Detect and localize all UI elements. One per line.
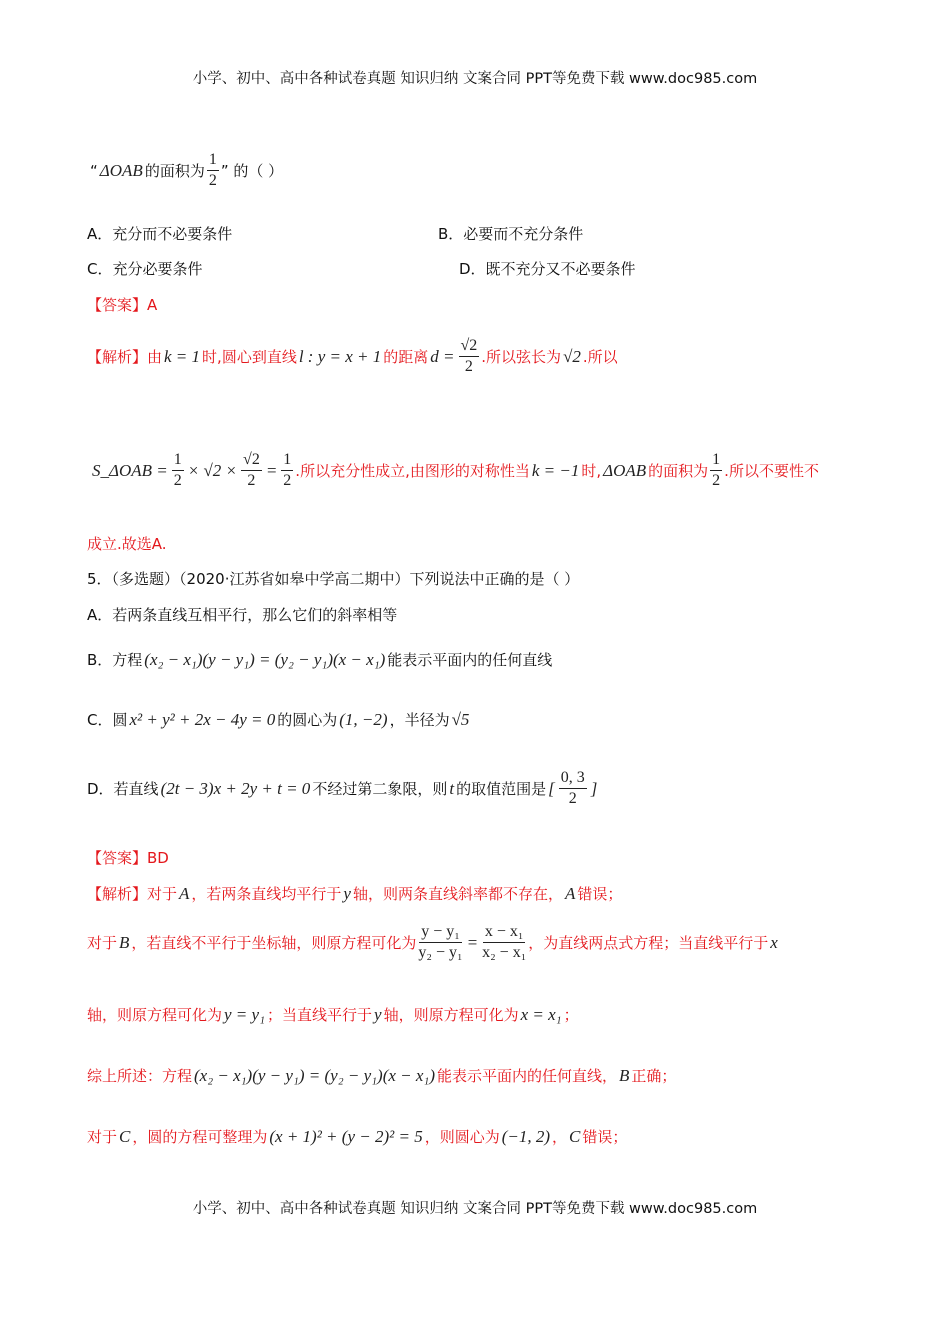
text: A．充分而不必要条件	[87, 225, 233, 243]
page-footer: 小学、初中、高中各种试卷真题 知识归纳 文案合同 PPT等免费下载 www.doc985.com	[192, 1201, 758, 1217]
analysis-5-b1	[87, 922, 780, 963]
text: ，半径为	[389, 711, 450, 729]
text: 时,	[581, 461, 602, 480]
math-expression: x² + y² + 2x − 4y = 0	[129, 710, 276, 729]
text: ；	[563, 1006, 579, 1024]
analysis-1-line1	[87, 336, 618, 377]
text: 错误；	[577, 885, 623, 903]
math-expression: x = x₁	[520, 1005, 562, 1024]
text: ，为直线两点式方程；当直线平行于	[528, 933, 769, 952]
math-expression: x	[770, 932, 778, 952]
question-stem	[90, 150, 283, 191]
math-expression: y	[374, 1005, 382, 1024]
text: D．若直线	[87, 779, 159, 798]
text: “	[90, 161, 98, 180]
math-expression: (x + 1)² + (y − 2)² = 5	[269, 1127, 423, 1146]
answer-1	[87, 295, 157, 315]
fraction	[241, 450, 262, 491]
math-expression: d =	[430, 346, 455, 366]
q5-option-c	[87, 710, 471, 730]
text: 【答案】BD	[87, 849, 169, 867]
math-expression: ]	[590, 778, 598, 798]
math-expression: √5	[451, 710, 470, 729]
text: 的面积为	[648, 461, 709, 480]
text: 5．（多选题）（2020·江苏省如皋中学高二期中）下列说法中正确的是（ ）	[87, 570, 580, 588]
denominator: x₂ − x₁	[482, 944, 527, 961]
analysis-1-line3	[87, 534, 167, 554]
text: ” 的（ ）	[220, 161, 284, 180]
numerator: 1	[710, 450, 722, 471]
math-expression: S_ΔOAB =	[92, 460, 168, 480]
numerator: √2	[241, 450, 262, 471]
text: 综上所述：方程	[87, 1067, 193, 1085]
math-expression: (x₂ − x₁)(y − y₁) = (y₂ − y₁)(x − x₁)	[194, 1066, 435, 1085]
math-expression: [	[548, 778, 555, 798]
numerator: 1	[281, 450, 293, 471]
denominator: 2	[712, 472, 721, 489]
math-expression: B	[619, 1066, 630, 1085]
fraction	[207, 150, 219, 191]
q5-option-a	[87, 605, 397, 625]
numerator: √2	[459, 336, 480, 357]
analysis-5-a	[87, 884, 622, 904]
math-expression: × √2 ×	[187, 460, 238, 480]
analysis-5-b2	[87, 1005, 579, 1025]
text: C．充分必要条件	[87, 260, 203, 278]
text: 的面积为	[144, 161, 205, 180]
text: 的距离	[383, 347, 429, 366]
text: 的圆心为	[277, 711, 338, 729]
text: 对于	[87, 933, 118, 952]
analysis-5-summary	[87, 1066, 676, 1086]
analysis-5-c	[87, 1127, 627, 1147]
math-expression: t	[449, 778, 455, 798]
math-expression: ΔOAB	[603, 460, 647, 480]
text: D．既不充分又不必要条件	[459, 260, 636, 278]
q5-option-b	[87, 650, 552, 670]
text: 能表示平面内的任何直线	[387, 651, 553, 669]
math-expression: B	[119, 932, 130, 952]
option-c	[87, 259, 202, 279]
option-d	[459, 259, 636, 279]
answer-5	[87, 848, 169, 868]
text: 轴，则原方程可化为	[383, 1006, 519, 1024]
text: 【答案】A	[87, 296, 158, 314]
math-expression: (1, −2)	[339, 710, 388, 729]
math-expression: C	[569, 1127, 581, 1146]
math-expression: (2t − 3)x + 2y + t = 0	[160, 778, 311, 798]
fraction	[710, 450, 722, 491]
page-header: 小学、初中、高中各种试卷真题 知识归纳 文案合同 PPT等免费下载 www.doc985.com	[192, 71, 758, 87]
numerator: 1	[207, 150, 219, 171]
fraction	[459, 336, 480, 377]
text: 轴，则原方程可化为	[87, 1006, 223, 1024]
numerator: 0, 3	[559, 768, 587, 789]
math-expression: C	[119, 1127, 131, 1146]
text: 不经过第二象限，则	[312, 779, 448, 798]
math-expression: k = 1	[164, 346, 201, 366]
question-5	[87, 569, 579, 589]
denominator: 2	[173, 472, 182, 489]
text: 错误；	[582, 1128, 628, 1146]
text: .所以	[582, 347, 618, 366]
text: ；当直线平行于	[267, 1006, 373, 1024]
text: 对于	[87, 1128, 118, 1146]
text: ，若两条直线均平行于	[191, 885, 342, 903]
fraction	[559, 768, 587, 809]
text: C．圆	[87, 711, 128, 729]
math-expression: y	[343, 884, 351, 903]
math-expression: k = −1	[531, 460, 580, 480]
numerator: y − y₁	[419, 922, 462, 943]
text: ，则圆心为	[424, 1128, 500, 1146]
text: .所以充分性成立,由图形的对称性当	[295, 461, 530, 480]
math-expression: y = y₁	[224, 1005, 265, 1024]
text: .所以弦长为	[481, 347, 562, 366]
math-expression: √2	[563, 346, 581, 366]
denominator: 2	[568, 790, 577, 807]
math-expression: A	[564, 884, 576, 903]
text: ，	[552, 1128, 568, 1146]
q5-option-d	[87, 768, 599, 809]
text: 能表示平面内的任何直线，	[437, 1067, 618, 1085]
math-expression: =	[265, 460, 278, 480]
fraction	[418, 922, 462, 963]
text: 时,圆心到直线	[202, 347, 297, 366]
text: B．必要而不充分条件	[438, 225, 584, 243]
math-expression: l : y = x + 1	[298, 346, 382, 366]
fraction	[172, 450, 184, 491]
math-expression: (x₂ − x₁)(y − y₁) = (y₂ − y₁)(x − x₁)	[144, 650, 386, 669]
math-expression: =	[466, 932, 479, 952]
text: B．方程	[87, 651, 143, 669]
text: 轴，则两条直线斜率都不存在，	[352, 885, 563, 903]
numerator: 1	[172, 450, 184, 471]
text: ，若直线不平行于坐标轴，则原方程可化为	[131, 933, 417, 952]
text: 成立.故选A.	[87, 535, 167, 553]
denominator: 2	[247, 472, 256, 489]
text: A．若两条直线互相平行，那么它们的斜率相等	[87, 606, 398, 624]
fraction	[281, 450, 293, 491]
analysis-1-line2	[90, 450, 819, 491]
text: 正确；	[631, 1067, 677, 1085]
math-expression: (−1, 2)	[501, 1127, 551, 1146]
denominator: 2	[283, 472, 292, 489]
numerator: x − x₁	[483, 922, 526, 943]
text: .所以不要性不	[724, 461, 819, 480]
denominator: y₂ − y₁	[418, 944, 463, 961]
fraction	[482, 922, 526, 963]
text: ，圆的方程可整理为	[132, 1128, 268, 1146]
text: 【解析】对于	[87, 885, 178, 903]
text: 【解析】由	[87, 347, 163, 366]
math-expression: ΔOAB	[99, 160, 143, 180]
option-b	[438, 224, 583, 244]
denominator: 2	[464, 358, 473, 375]
text: 的取值范围是	[456, 779, 547, 798]
denominator: 2	[208, 172, 217, 189]
option-a	[87, 224, 232, 244]
math-expression: A	[179, 884, 190, 903]
